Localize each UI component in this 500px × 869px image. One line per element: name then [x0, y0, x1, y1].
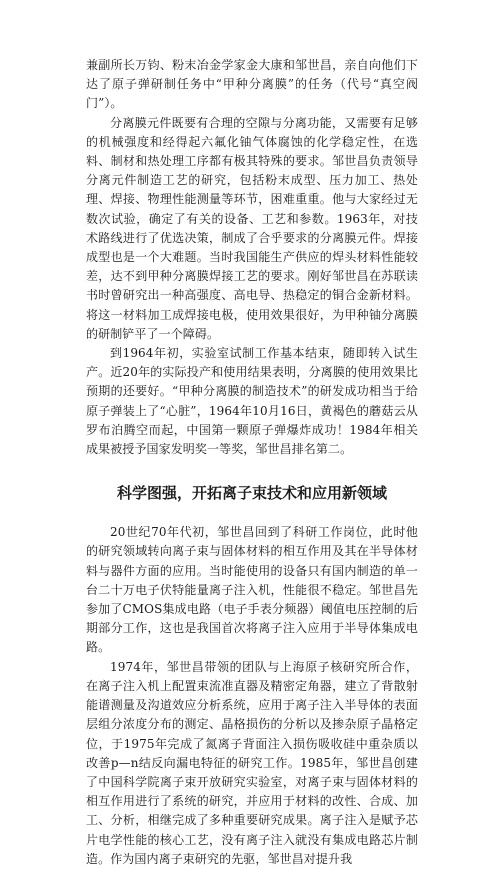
page-body — [86, 56, 418, 869]
paragraph: 兼副所长万钧、粉末冶金学家金大康和邹世昌，亲自向他们下达了原子弹研制任务中“甲种分离膜”的任务（代号“真空阀门”）。 — [86, 58, 418, 111]
paragraph: 20世纪70年代初，邹世昌回到了科研工作岗位，此时他的研究领域转向离子束与固体材料的相互作用及其在半导体材料与器件方面的应用。当时能使用的设备只有国内制造的单一台二十万电子伏特能量离子注入机，性能很不稳定。邹世昌先参加了CMOS集成电路（电子手表分频器）阈值电压控制的后期部分工作，这也是我国首次将离子注入应用于半导体集成电路。 — [86, 525, 418, 655]
section-heading: 科学图强，开拓离子束技术和应用新领域 — [116, 484, 387, 503]
paragraph: 分离膜元件既要有合理的空隙与分离功能，又需要有足够的机械强度和经得起六氟化铀气体腐蚀的化学稳定性，在选料、制材和热处理工序都有极其特殊的要求。邹世昌负责领导分离元件制造工艺的研究，包括粉末成型、压力加工、热处理、焊接、物理性能测量等环节，困难重重。他与大家经过无数次试验，确定了有关的设备、工艺和参数。1963年，对技术路线进行了优选决策，制成了合乎要求的分离膜元件。焊接成型也是一个大难题。当时我国能生产供应的焊头材料性能较差，达不到甲种分离膜焊接工艺的要求。刚好邹世昌在苏联读书时曾研究出一种高强度、高电导、热稳定的铜合金新材料。将这一材料加工成焊接电极，使用效果很好，为甲种铀分离膜的研制铲平了一个障碍。 — [86, 115, 418, 341]
paragraph: 到1964年初，实验室试制工作基本结束，随即转入试生产。近20年的实际投产和使用结果表明，分离膜的使用效果比预期的还要好。“甲种分离膜的制造技术”的研发成功相当于给原子弹装上了“心脏”，1964年10月16日，黄褐色的蘑菇云从罗布泊腾空而起，中国第一颗原子弹爆炸成功！1984年相关成果被授予国家发明奖一等奖，邹世昌排名第二。 — [86, 346, 418, 457]
paragraph: 1974年，邹世昌带领的团队与上海原子核研究所合作，在离子注入机上配置束流准直器及精密定角器，建立了背散射能谱测量及沟道效应分析系统，应用于离子注入半导体的表面层组分浓度分布的测定、晶格损伤的分析以及掺杂原子晶格定位，于1975年完成了氮离子背面注入损伤吸收硅中重杂质以改善p—n结反向漏电特征的研究工作。1985年，邹世昌创建了中国科学院离子束开放研究实验室，对离子束与固体材料的相互作用进行了系统的研究，并应用于材料的改性、合成、加工、分析，相继完成了多种重要研究成果。离子注入是赋予芯片电学性能的核心工艺，没有离子注入就没有集成电路芯片制造。作为国内离子束研究的先驱，邹世昌对提升我 — [86, 659, 418, 866]
